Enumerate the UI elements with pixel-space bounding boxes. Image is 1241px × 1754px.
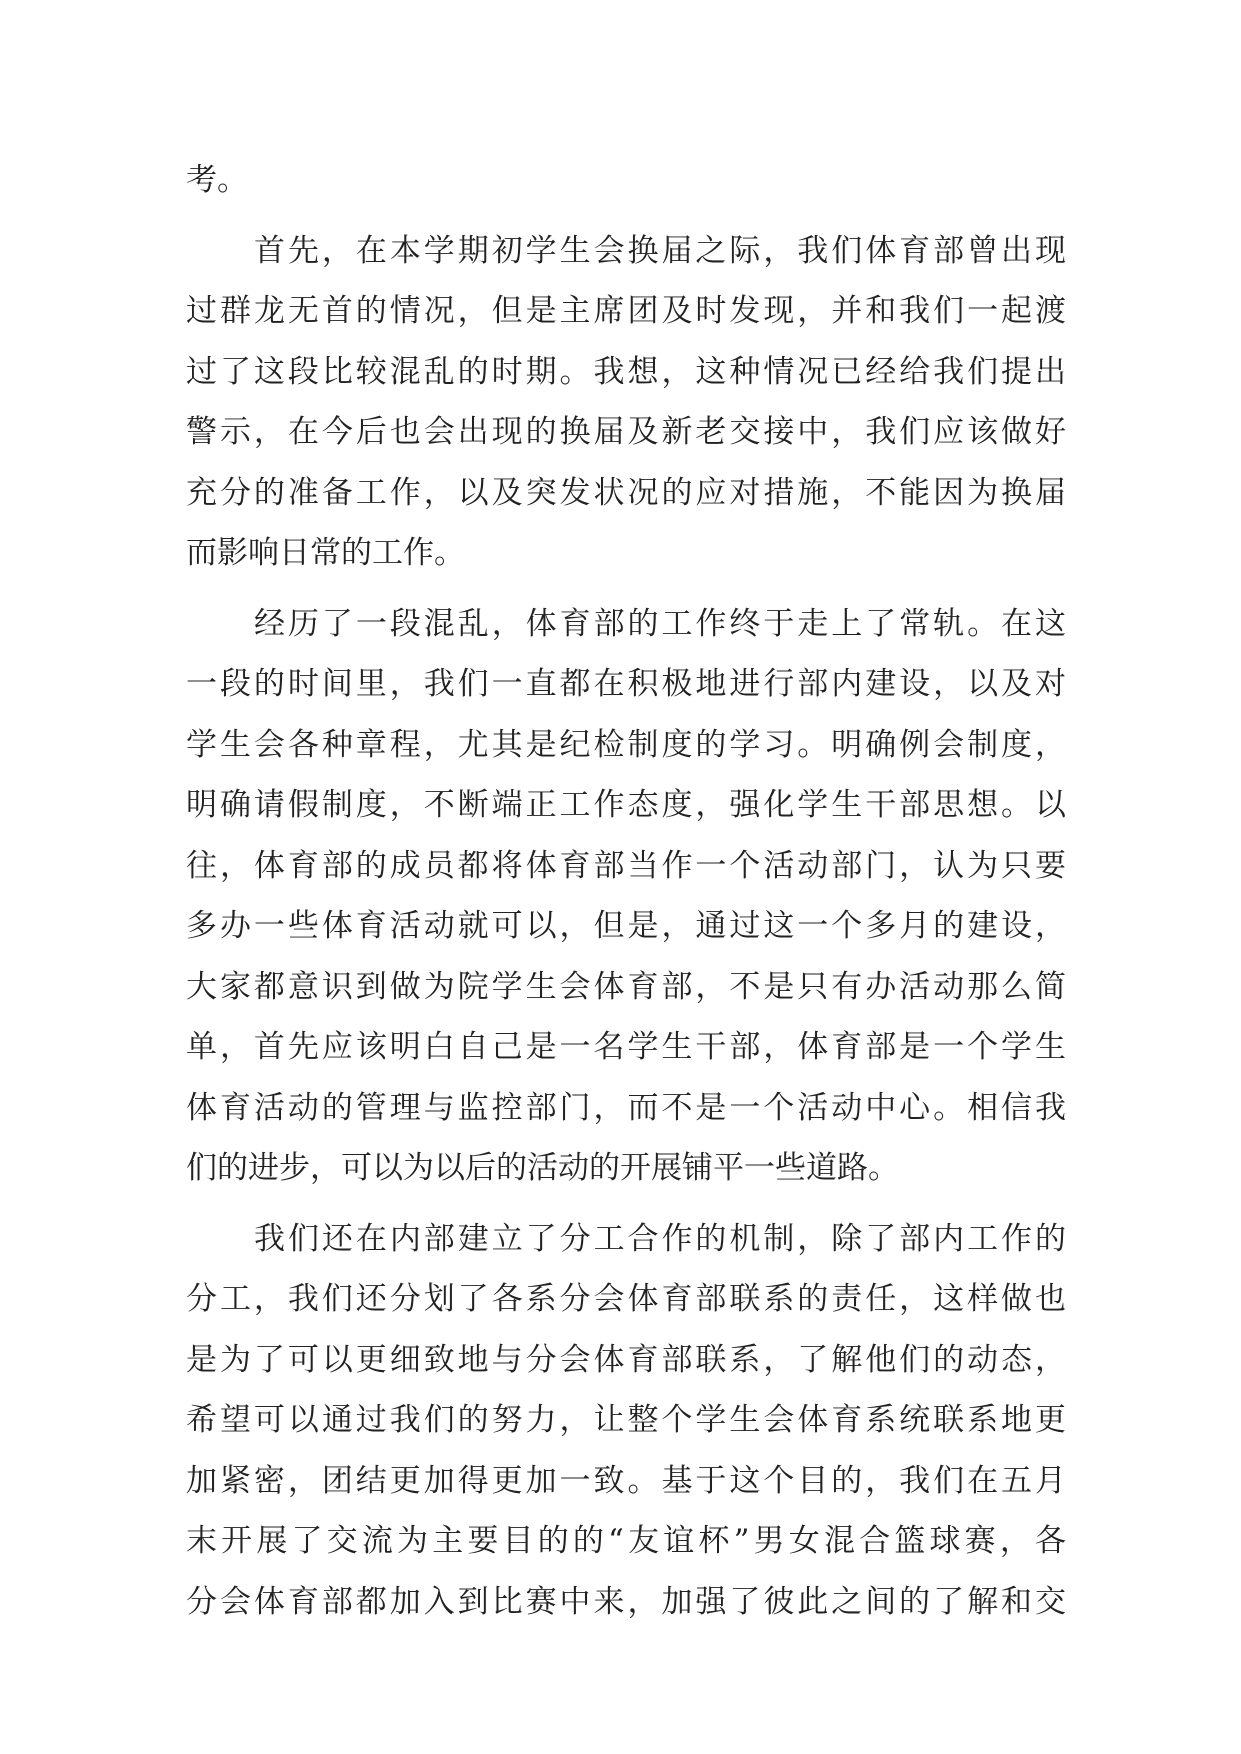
text-line: 分会体育部都加入到比赛中来，加强了彼此之间的了解和交 — [186, 1583, 1066, 1620]
text-line: 往，体育部的成员都将体育部当作一个活动部门，认为只要 — [186, 847, 1066, 884]
text-line: 充分的准备工作，以及突发状况的应对措施，不能因为换届 — [186, 474, 1066, 511]
text-line: 希望可以通过我们的努力，让整个学生会体育系统联系地更 — [186, 1402, 1066, 1438]
paragraph — [186, 150, 1066, 211]
text-line: 过了这段比较混乱的时期。我想，这种情况已经给我们提出 — [186, 353, 1066, 390]
paragraph — [186, 1209, 1066, 1633]
text-line: 警示，在今后也会出现的换届及新老交接中，我们应该做好 — [186, 414, 1066, 450]
text-line: 多办一些体育活动就可以，但是，通过这一个多月的建设， — [186, 908, 1066, 944]
paragraph — [186, 221, 1066, 584]
text-line: 明确请假制度，不断端正工作态度，强化学生干部思想。以 — [186, 787, 1066, 823]
paragraph — [186, 594, 1066, 1199]
document-body — [186, 150, 1066, 1632]
text-line: 大家都意识到做为院学生会体育部，不是只有办活动那么简 — [186, 968, 1066, 1005]
text-line: 过群龙无首的情况，但是主席团及时发现，并和我们一起渡 — [186, 293, 1066, 329]
text-line: 末开展了交流为主要目的的“友谊杯”男女混合篮球赛，各 — [186, 1523, 1066, 1559]
text-line: 首先，在本学期初学生会换届之际，我们体育部曾出现 — [254, 232, 1066, 269]
text-line: 经历了一段混乱，体育部的工作终于走上了常轨。在这 — [254, 605, 1066, 642]
text-line: 单，首先应该明白自己是一名学生干部，体育部是一个学生 — [186, 1029, 1066, 1065]
text-line: 体育活动的管理与监控部门，而不是一个活动中心。相信我 — [186, 1089, 1066, 1126]
text-line: 考。 — [186, 162, 248, 198]
text-line: 而影响日常的工作。 — [186, 535, 465, 571]
text-line: 们的进步，可以为以后的活动的开展铺平一些道路。 — [186, 1150, 899, 1186]
text-line: 学生会各种章程，尤其是纪检制度的学习。明确例会制度， — [186, 726, 1066, 763]
text-line: 是为了可以更细致地与分会体育部联系，了解他们的动态， — [186, 1341, 1066, 1378]
text-line: 我们还在内部建立了分工合作的机制，除了部内工作的 — [254, 1220, 1066, 1257]
text-line: 分工，我们还分划了各系分会体育部联系的责任，这样做也 — [186, 1281, 1066, 1317]
text-line: 加紧密，团结更加得更加一致。基于这个目的，我们在五月 — [186, 1462, 1066, 1499]
text-line: 一段的时间里，我们一直都在积极地进行部内建设，以及对 — [186, 666, 1066, 702]
